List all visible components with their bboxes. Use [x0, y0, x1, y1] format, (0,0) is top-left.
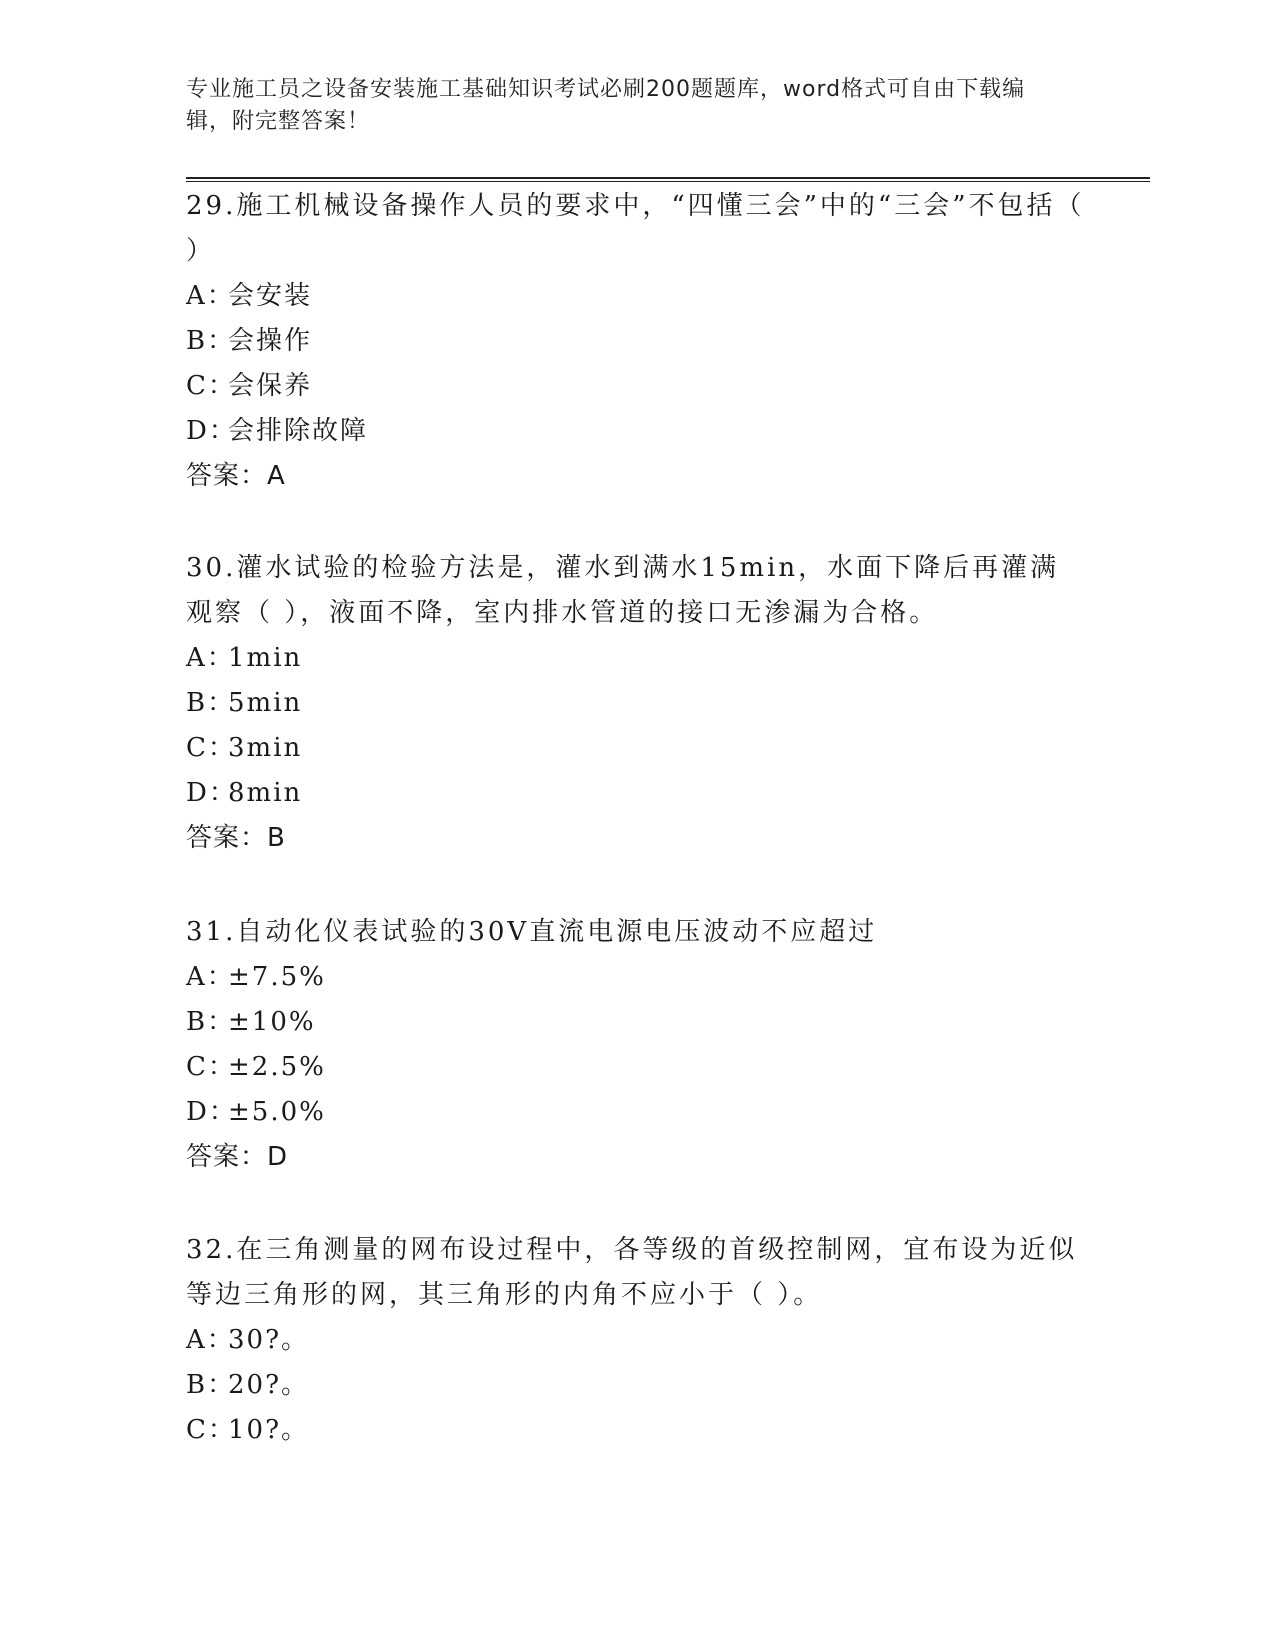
question-stem: 30.灌水试验的检验方法是，灌水到满水15min，水面下降后再灌满观察（ ），液面不降，室内排水管道的接口无渗漏为合格。 [186, 553, 1060, 628]
question-31 [186, 910, 1086, 1180]
header-rule-thick [186, 177, 1150, 179]
answer-line: 答案：B [186, 823, 286, 853]
option-key: C： [186, 371, 236, 401]
option-text: 30?。 [228, 1325, 310, 1355]
option-c [186, 726, 1086, 771]
option-text: 10?。 [228, 1415, 310, 1445]
option-text: 5min [228, 688, 303, 718]
question-stem: 32.在三角测量的网布设过程中，各等级的首级控制网，宜布设为近似等边三角形的网，其三角形的内角不应小于（ ）。 [186, 1235, 1078, 1310]
option-c [186, 364, 1086, 409]
option-d [186, 409, 1086, 454]
option-b [186, 1000, 1086, 1045]
option-text: ±10% [228, 1007, 316, 1037]
option-key: D： [186, 778, 237, 808]
option-key: B： [186, 1370, 236, 1400]
option-key: B： [186, 688, 236, 718]
answer-line: 答案：D [186, 1142, 289, 1172]
option-key: C： [186, 733, 236, 763]
option-a [186, 1318, 1086, 1363]
option-d [186, 1090, 1086, 1135]
option-d [186, 771, 1086, 816]
option-a [186, 636, 1086, 681]
option-key: A： [186, 643, 235, 673]
option-key: A： [186, 281, 235, 311]
option-key: A： [186, 1325, 235, 1355]
option-text: 会排除故障 [228, 416, 369, 446]
option-text: 20?。 [228, 1370, 310, 1400]
option-text: 3min [228, 733, 303, 763]
option-text: 8min [228, 778, 303, 808]
option-key: A： [186, 962, 235, 992]
header-rule-thin [186, 181, 1150, 182]
option-a [186, 274, 1086, 319]
option-b [186, 681, 1086, 726]
option-key: B： [186, 326, 236, 356]
option-c [186, 1408, 1086, 1453]
answer-line: 答案：A [186, 461, 286, 491]
document-header: 专业施工员之设备安装施工基础知识考试必刷200题题库，word格式可自由下载编辑，附完整答案！ [186, 77, 1026, 134]
option-text: 会安装 [228, 281, 313, 311]
question-stem: 29.施工机械设备操作人员的要求中，“四懂三会”中的“三会”不包括（ ） [186, 191, 1085, 266]
question-stem: 31.自动化仪表试验的30V直流电源电压波动不应超过 [186, 917, 878, 947]
question-29 [186, 184, 1086, 499]
option-key: C： [186, 1415, 236, 1445]
option-key: D： [186, 1097, 237, 1127]
question-30 [186, 546, 1086, 861]
option-key: C： [186, 1052, 236, 1082]
option-b [186, 1363, 1086, 1408]
option-text: 1min [228, 643, 303, 673]
option-text: ±5.0% [228, 1097, 326, 1127]
option-key: D： [186, 416, 237, 446]
question-32 [186, 1228, 1086, 1453]
option-text: ±7.5% [228, 962, 326, 992]
option-text: 会保养 [228, 371, 313, 401]
option-a [186, 955, 1086, 1000]
option-c [186, 1045, 1086, 1090]
option-text: 会操作 [228, 326, 313, 356]
option-text: ±2.5% [228, 1052, 326, 1082]
option-key: B： [186, 1007, 236, 1037]
option-b [186, 319, 1086, 364]
